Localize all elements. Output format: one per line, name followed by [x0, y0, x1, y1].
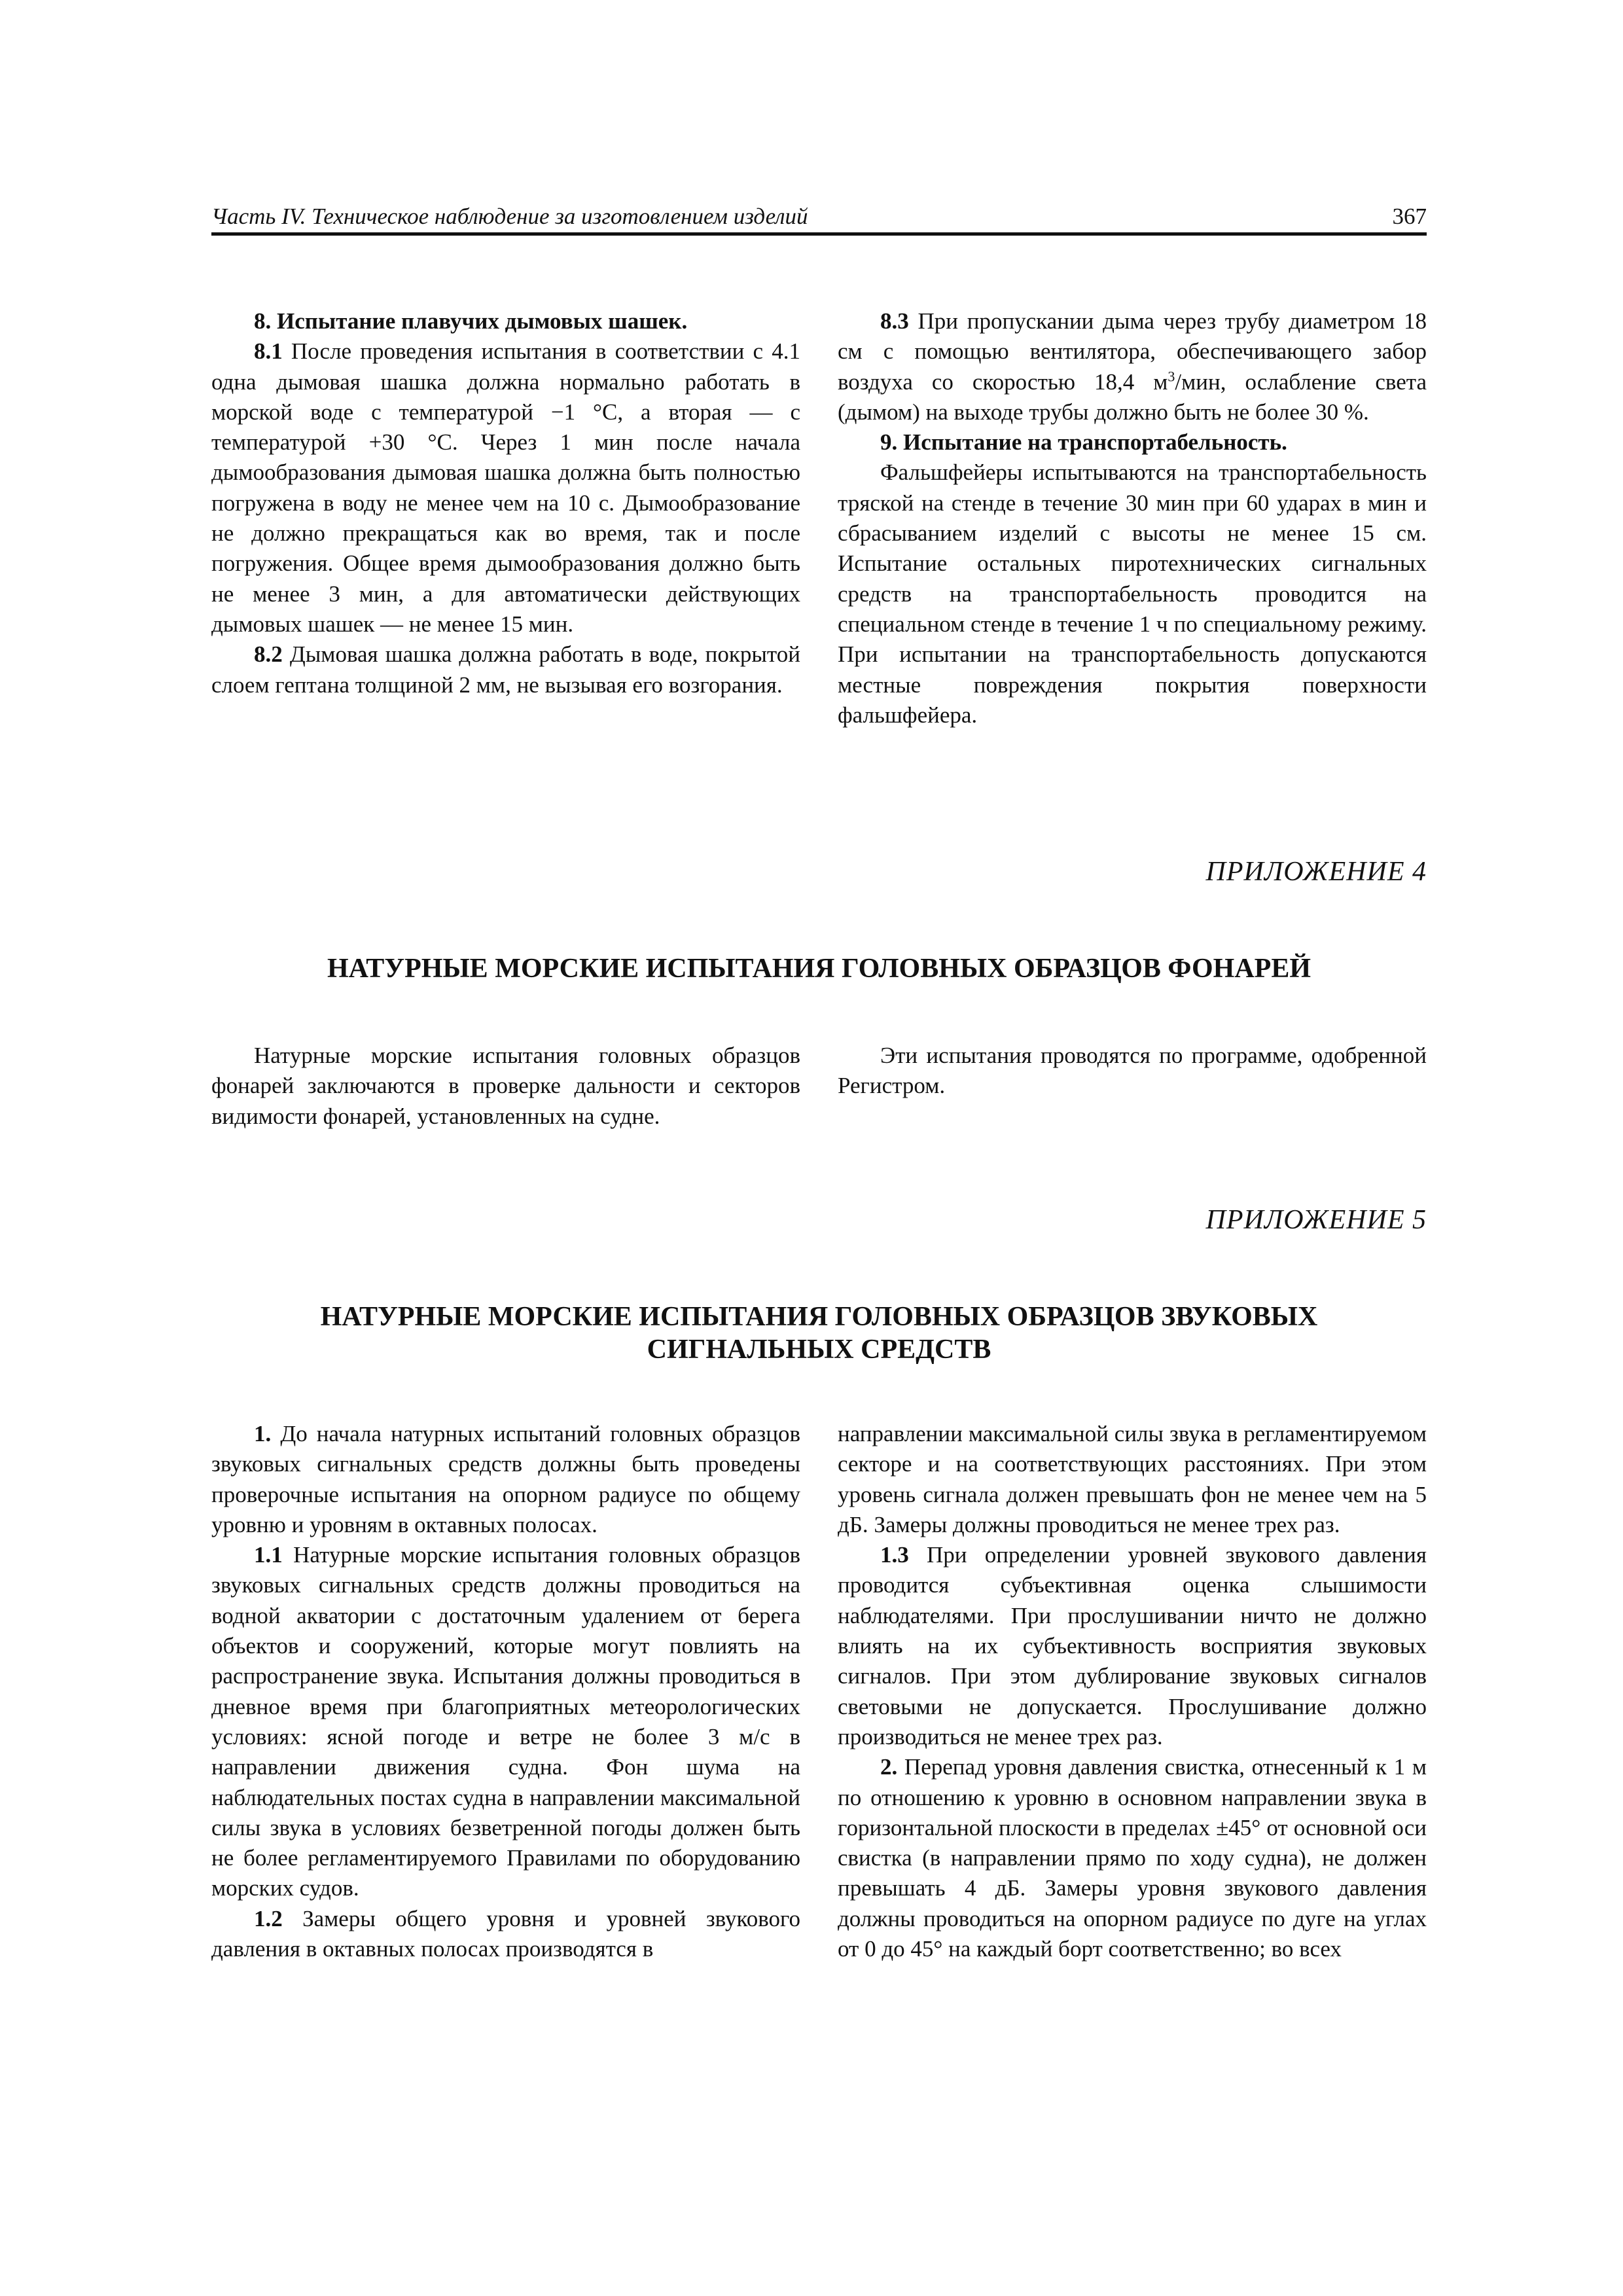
paragraph-number: 1.2: [254, 1905, 283, 1931]
paragraph-1: [211, 1419, 800, 1540]
page-number: 367: [1392, 204, 1427, 229]
appendix-5-left-column: [211, 1419, 800, 1964]
running-head-title: Часть IV. Техническое наблюдение за изготовлением изделий: [211, 204, 808, 229]
paragraph-text: /мин, ослабление света (дымом) на выходе трубы должно быть не более 30 %.: [838, 368, 1427, 425]
appendix-4-left-text: Натурные морские испытания головных образцов фонарей заключаются в проверке дальности и секторов видимости фонарей, установленных на судне.: [211, 1043, 800, 1129]
section8-left-column: [211, 306, 800, 700]
appendix-4-label: ПРИЛОЖЕНИЕ 4: [1205, 857, 1427, 887]
paragraph-text: Замеры общего уровня и уровней звукового давления в октавных полосах производятся в: [211, 1905, 800, 1962]
paragraph-number: 8.3: [880, 308, 909, 334]
appendix-4-left-column: [211, 1041, 800, 1132]
paragraph-number: 1.3: [880, 1542, 909, 1568]
section8-heading: 8. Испытание плавучих дымовых шашек.: [254, 308, 688, 334]
paragraph-1-3: [838, 1540, 1427, 1752]
appendix-5-title-line2: СИГНАЛЬНЫХ СРЕДСТВ: [647, 1335, 991, 1365]
paragraph-8-3: [838, 306, 1427, 427]
appendix-4-right-text: Эти испытания проводятся по программе, одобренной Регистром.: [838, 1043, 1427, 1099]
appendix-5-right-column: [838, 1419, 1427, 1964]
appendix-4-title: НАТУРНЫЕ МОРСКИЕ ИСПЫТАНИЯ ГОЛОВНЫХ ОБРАЗЦОВ ФОНАРЕЙ: [327, 954, 1311, 984]
appendix-5-title-line1: НАТУРНЫЕ МОРСКИЕ ИСПЫТАНИЯ ГОЛОВНЫХ ОБРАЗЦОВ ЗВУКОВЫХ: [320, 1302, 1318, 1332]
paragraph-text: Дымовая шашка должна работать в воде, покрытой слоем гептана толщиной 2 мм, не вызывая его возгорания.: [211, 641, 800, 698]
running-head: [211, 200, 1427, 236]
paragraph-text: При пропускании дыма через трубу диаметром 18 см с помощью вентилятора, обеспечивающего забор воздуха со скоростью 18,4 м: [838, 308, 1427, 395]
paragraph-number: 2.: [880, 1754, 898, 1780]
section9-heading: 9. Испытание на транспортабельность.: [880, 429, 1287, 456]
paragraph-1-2: [211, 1904, 800, 1965]
paragraph-text: Натурные морские испытания головных образцов звуковых сигнальных средств должны проводиться на водной акватории с достаточным удалением от берега объектов и сооружений, которые могут повлиять на распространение звука. Испытания должны проводиться в дневное время при благоприятных метеорологических условиях: ясной погоде и ветре не более 3 м/с в направлении движения судна. Фон шума на наблюдательных постах судна в направлении максимальной силы звука в условиях безветренной погоды должен быть не более регламентируемого Правилами по оборудованию морских судов.: [211, 1542, 800, 1901]
paragraph-text: При определении уровней звукового давления проводится субъективная оценка слышимости наблюдателями. При прослушивании ничто не должно влиять на их субъективность восприятия звуковых сигналов. При этом дублирование звуковых сигналов световыми не допускается. Прослушивание должно производиться не менее трех раз.: [838, 1542, 1427, 1749]
paragraph-text: Перепад уровня давления свистка, отнесенный к 1 м по отношению к уровню в основном направлении звука в горизонтальной плоскости в пределах ±45° от основной оси свистка (в направлении прямо по ходу судна), не должен превышать 4 дБ. Замеры уровня звукового давления должны проводиться на опорном радиусе по дуге на углах от 0 до 45° на каждый борт соответственно; во всех: [838, 1754, 1427, 1962]
superscript: 3: [1168, 367, 1175, 384]
appendix-5-title: [211, 1300, 1427, 1366]
paragraph-number: 1.1: [254, 1542, 283, 1568]
appendix-5-label: ПРИЛОЖЕНИЕ 5: [1205, 1205, 1427, 1235]
appendix-4-right-column: [838, 1041, 1427, 1102]
paragraph-8-2: [211, 639, 800, 700]
paragraph-text: До начала натурных испытаний головных образцов звуковых сигнальных средств должны быть проведены проверочные испытания на опорном радиусе по общему уровню и уровням в октавных полосах.: [211, 1421, 800, 1537]
paragraph-number: 8.2: [254, 641, 283, 668]
paragraph-number: 8.1: [254, 338, 283, 365]
paragraph-continuation: направлении максимальной силы звука в регламентируемом секторе и на соответствующих расстояниях. При этом уровень сигнала должен превышать фон не менее чем на 5 дБ. Замеры должны проводиться не менее трех раз.: [838, 1421, 1427, 1537]
paragraph-8-1: [211, 336, 800, 639]
paragraph-text: После проведения испытания в соответствии с 4.1 одна дымовая шашка должна нормально работать в морской воде с температурой −1 °C, а вторая — с температурой +30 °C. Через 1 мин после начала дымообразования дымовая шашка должна быть полностью погружена в воду не менее чем на 10 с. Дымообразование не должно прекращаться как во время, так и после погружения. Общее время дымообразования должно быть не менее 3 мин, а для автоматически действующих дымовых шашек — не менее 15 мин.: [211, 338, 800, 637]
paragraph-1-1: [211, 1540, 800, 1904]
paragraph-number: 1.: [254, 1421, 272, 1446]
section8-right-column: [838, 306, 1427, 730]
paragraph-9: Фальшфейеры испытываются на транспортабельность тряской на стенде в течение 30 мин при 60 ударах в мин и сбрасыванием изделий с высоты не менее 15 см. Испытание остальных пиротехнических сигнальных средств на транспортабельность проводится на специальном стенде в течение 1 ч по специальному режиму. При испытании на транспортабельность допускаются местные повреждения покрытия поверхности фальшфейера.: [838, 459, 1427, 728]
paragraph-2: [838, 1752, 1427, 1964]
